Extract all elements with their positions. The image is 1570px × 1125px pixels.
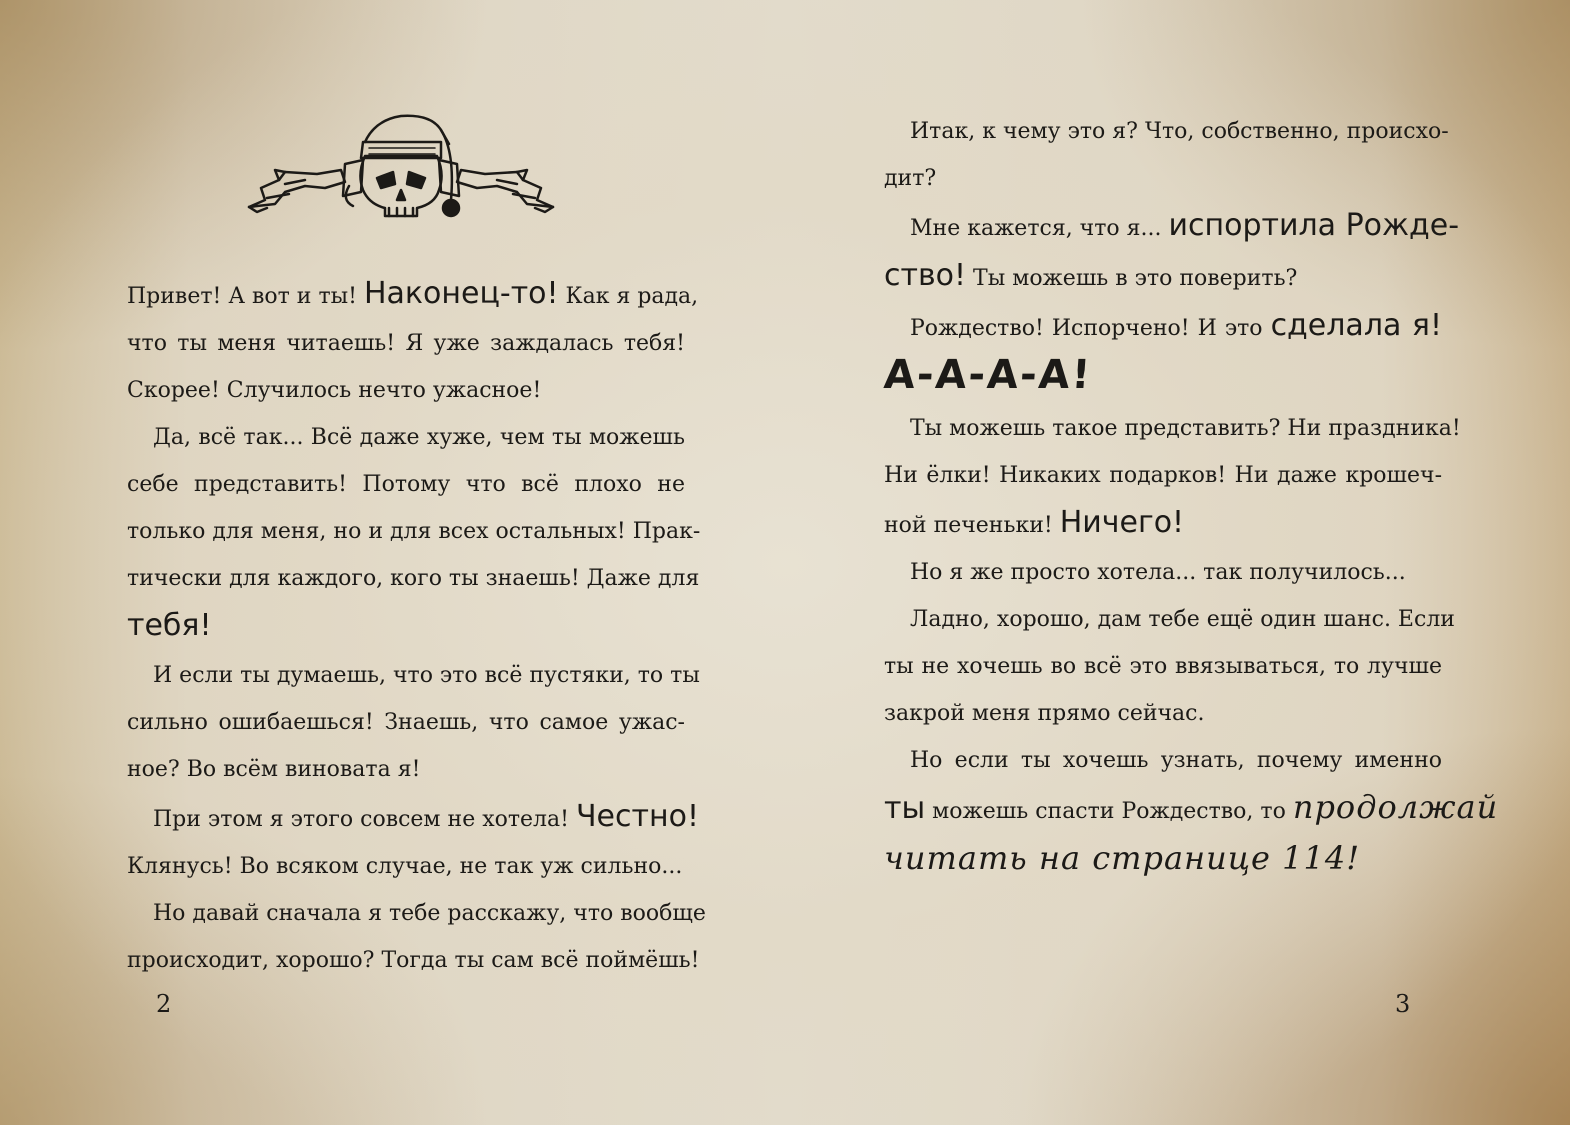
emphasis-text: читать на странице 114!: [884, 839, 1361, 877]
emphasis-text: Наконец-то!: [363, 276, 559, 311]
body-text: Клянусь! Во всяком случае, не так уж сильно...: [127, 854, 683, 879]
text-line: [884, 690, 1442, 737]
emphasis-text: тебя!: [127, 608, 212, 643]
text-line: [884, 737, 1442, 784]
text-line: [127, 746, 685, 793]
emphasis-text: ты: [884, 791, 926, 826]
emphasis-text: продолжай: [1292, 788, 1499, 826]
text-line: [884, 252, 1442, 302]
paragraph: [127, 890, 706, 984]
text-line: [884, 352, 1442, 405]
body-text: сильно ошибаешься! Знаешь, что самое ужас-: [127, 710, 685, 735]
paragraph: [884, 405, 1461, 549]
body-text: тически для каждого, кого ты знаешь! Даже для: [127, 566, 700, 591]
paragraph: [127, 414, 701, 652]
paragraph: [884, 737, 1499, 886]
text-line: [127, 843, 685, 890]
body-text: Ни ёлки! Никаких подарков! Ни даже крошеч-: [884, 463, 1442, 488]
page-number: 2: [156, 990, 172, 1018]
text-line: [127, 508, 701, 555]
body-text: И если ты думаешь, что это всё пустяки, то ты: [153, 663, 700, 688]
body-text: Ладно, хорошо, дам тебе ещё один шанс. Если: [910, 607, 1455, 632]
text-line: [127, 890, 706, 937]
text-line: [884, 302, 1442, 352]
emphasis-text: испортила Рожде-: [1168, 208, 1460, 243]
text-line: [127, 652, 700, 699]
emphasis-text: ство!: [884, 258, 967, 293]
text-line: [127, 320, 685, 367]
body-text: Да, всё так... Всё даже хуже, чем ты можешь: [153, 425, 685, 450]
right-page: [882, 0, 1499, 1125]
paragraph: [884, 108, 1449, 202]
emphasis-text: А-А-А-А!: [882, 352, 1094, 398]
paragraph: [127, 793, 699, 890]
santa-hat-skull-banner-icon: [245, 112, 557, 222]
text-line: [127, 555, 700, 602]
text-line: [884, 643, 1442, 690]
text-line: [884, 155, 1442, 202]
text-line: [884, 202, 1460, 252]
body-text: происходит, хорошо? Тогда ты сам всё поймёшь!: [127, 948, 700, 973]
paragraph: [884, 596, 1455, 737]
emphasis-text: Ничего!: [1059, 505, 1185, 540]
text-line: [127, 367, 685, 414]
text-line: [127, 699, 685, 746]
text-line: [884, 405, 1461, 452]
text-line: [127, 414, 685, 461]
text-line: [884, 108, 1449, 155]
body-text: Скорее! Случилось нечто ужасное!: [127, 378, 542, 403]
text-line: [127, 461, 685, 508]
paragraph: [884, 202, 1460, 302]
text-line: [127, 793, 699, 843]
text-line: [127, 270, 699, 320]
body-text: можешь спасти Рождество, то: [925, 799, 1293, 824]
body-text: Ты можешь такое представить? Ни праздника!: [910, 416, 1461, 441]
text-line: [127, 602, 685, 652]
paragraph: [127, 652, 700, 793]
text-line: [884, 835, 1442, 886]
left-page-text: [127, 270, 706, 984]
body-text: Итак, к чему это я? Что, собственно, происхо-: [910, 119, 1449, 144]
body-text: Мне кажется, что я...: [910, 216, 1169, 241]
emphasis-text: Честно!: [575, 799, 699, 834]
body-text: Рождество! Испорчено! И это: [910, 316, 1271, 341]
body-text: только для меня, но и для всех остальных! Прак-: [127, 519, 701, 544]
page-number: 3: [1395, 990, 1411, 1018]
body-text: дит?: [884, 166, 937, 191]
body-text: Как я рада,: [558, 284, 699, 309]
paragraph: [127, 270, 699, 414]
body-text: Но я же просто хотела... так получилось...: [910, 560, 1406, 585]
body-text: себе представить! Потому что всё плохо не: [127, 472, 685, 497]
body-text: Но если ты хочешь узнать, почему именно: [910, 748, 1442, 773]
text-line: [884, 596, 1455, 643]
body-text: ное? Во всём виновата я!: [127, 757, 421, 782]
body-text: что ты меня читаешь! Я уже заждалась тебя!: [127, 331, 685, 356]
text-line: [884, 499, 1442, 549]
body-text: Привет! А вот и ты!: [127, 284, 364, 309]
text-line: [884, 452, 1442, 499]
paragraph: [884, 302, 1442, 405]
body-text: закрой меня прямо сейчас.: [884, 701, 1205, 726]
body-text: ты не хочешь во всё это ввязываться, то лучше: [884, 654, 1442, 679]
left-page: [127, 0, 706, 1125]
text-line: [884, 549, 1442, 596]
text-line: [884, 784, 1499, 835]
emphasis-text: сделала я!: [1270, 308, 1442, 343]
body-text: ной печеньки!: [884, 513, 1060, 538]
body-text: Ты можешь в это поверить?: [966, 266, 1298, 291]
text-line: [127, 937, 700, 984]
body-text: При этом я этого совсем не хотела!: [153, 807, 576, 832]
right-page-text: [882, 108, 1499, 886]
body-text: Но давай сначала я тебе расскажу, что вообще: [153, 901, 706, 926]
paragraph: [884, 549, 1442, 596]
